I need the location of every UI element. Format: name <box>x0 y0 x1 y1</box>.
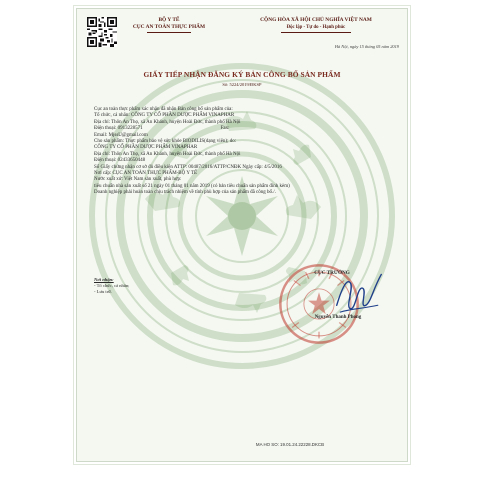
document-number: Số: 5224/2019/ĐKSP <box>222 82 262 87</box>
certificate-line: Số Giấy chứng nhận cơ sở đủ điều kiện ATTP: 00487/2016/ATTP/CNĐK Ngày cấp: 4/5/2016 <box>94 164 282 170</box>
national-motto: Độc lập - Tự do - Hạnh phúc <box>286 25 346 30</box>
document-title: GIẤY TIẾP NHẬN ĐĂNG KÝ BẢN CÔNG BỐ SẢN PHẨM <box>143 70 341 79</box>
signatory-name: Nguyễn Thanh Phong <box>314 315 362 320</box>
email-line: Email: MjssU@gmail.com <box>94 132 148 138</box>
agency-header <box>127 17 211 33</box>
origin-line: Nước xuất xứ: Việt Nam sản xuất, phù hợp: <box>94 177 182 183</box>
handwritten-signature <box>333 271 385 319</box>
signatory-title: CỤC TRƯỞNG <box>314 270 350 276</box>
certificate-document <box>76 8 408 462</box>
intro-line: Cục an toàn thực phẩm xác nhận đã nhận Bản công bố sản phẩm của: <box>94 107 233 112</box>
address-line-1: Địa chỉ: Thôn An Thọ, xã An Khánh, huyện Hoài Đức, thành phố Hà Nội <box>94 119 241 125</box>
agency-underline <box>147 32 191 33</box>
ministry-name: BỘ Y TẾ <box>158 17 180 23</box>
document-body <box>94 107 394 197</box>
qr-code-icon <box>87 17 117 47</box>
national-header <box>227 17 405 33</box>
agency-name: CỤC AN TOÀN THỰC PHẨM <box>132 24 206 30</box>
organization-line: Tổ chức, cá nhân: CÔNG TY CỔ PHẦN DƯỢC PHẨM VINAPHAR <box>94 113 235 119</box>
producer-line: CÔNG TY CỔ PHẦN DƯỢC PHẨM VINAPHAR <box>94 145 198 151</box>
commitment-line: Doanh nghiệp phải hoàn toàn chịu trách nhiệm về tính phù hợp của sản phẩm đã công bố./. <box>94 190 276 196</box>
country-name: CỘNG HÒA XÃ HỘI CHỦ NGHĨA VIỆT NAM <box>260 17 372 23</box>
address-line-2: Địa chỉ: Thôn An Thọ, xã An Khánh, huyện Hoài Đức, thành phố Hà Nội <box>94 151 241 157</box>
standard-line: tiêu chuẩn nhà sản xuất số 21 ngày 01 tháng 01 năm 2019 (có bản tiêu chuẩn sản phẩm đính kèm) <box>94 183 290 189</box>
recipient-item: - Lưu trữ. <box>94 289 112 294</box>
dossier-code: MA HO SO: 19.01.24.22228.DKCB <box>255 442 324 447</box>
motto-underline <box>281 32 351 33</box>
product-line: Cho sản phẩm: Thực phẩm bảo vệ sức khỏe BIODILIS(dạng viên); do: <box>94 139 237 145</box>
issue-date: Hà Nội, ngày 15 tháng 05 năm 2019 <box>334 44 399 49</box>
phone-line-2: Điện thoại: 02433650448 <box>94 158 146 164</box>
phone-line-1: Điện thoại: 0913228571 <box>94 126 143 132</box>
issuer-line: Nơi cấp: CỤC AN TOÀN THỰC PHẨM-BỘ Y TẾ <box>94 171 198 177</box>
fax-label: Fax: <box>220 126 230 132</box>
recipients-block <box>94 277 214 295</box>
recipients-heading: Nơi nhận: <box>94 277 114 282</box>
recipient-item: - Tổ chức, cá nhân; <box>94 283 130 288</box>
